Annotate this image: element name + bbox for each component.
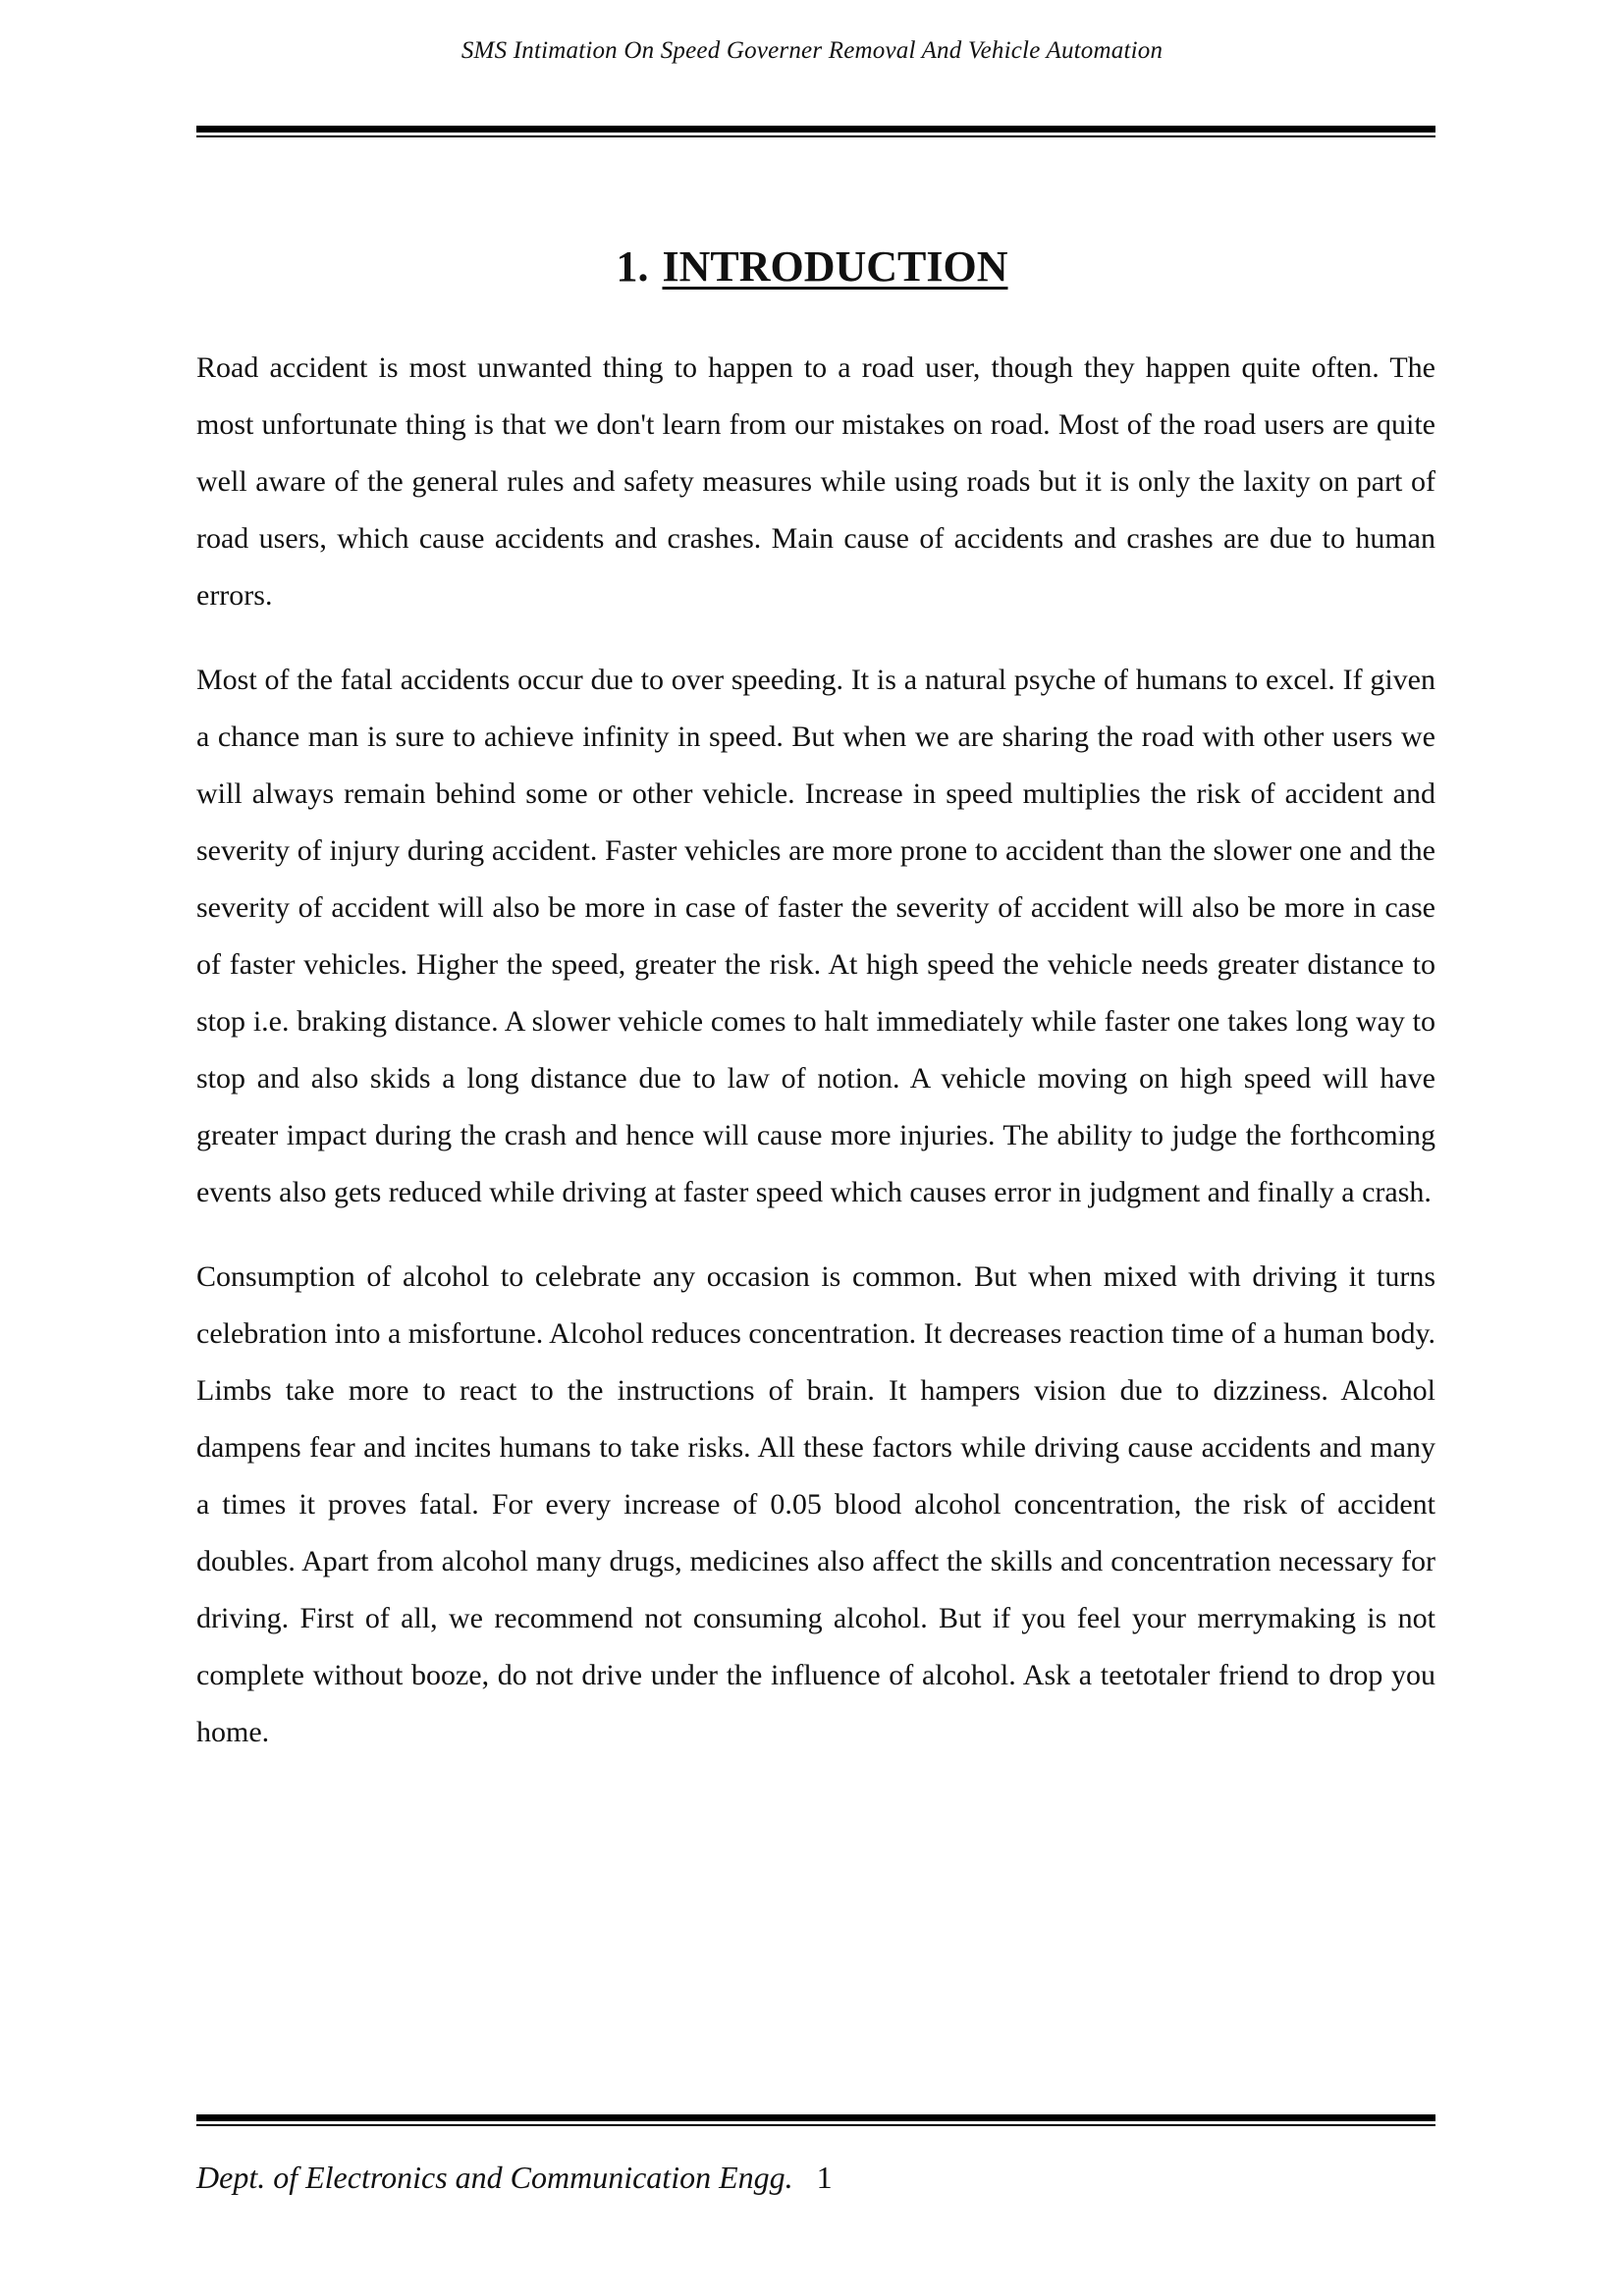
chapter-number: 1. [616,242,649,291]
running-header: SMS Intimation On Speed Governer Removal And Vehicle Automation [460,37,1164,64]
paragraph-road-accidents: Road accident is most unwanted thing to happen to a road user, though they happen quite often. The most unfortunate thing is that we don't learn from our mistakes on road. Most of the road users are quite well aware of the general rules and safety measures while using roads but it is only the laxity on part of road users, which cause accidents and crashes. Main cause of accidents and crashes are due to human errors. [196,351,1435,612]
footer-rule-thick [196,2114,1435,2121]
page-footer [196,2160,833,2196]
header-rule-thick [196,126,1435,133]
footer-rule-thin [196,2124,1435,2126]
footer-department: Dept. of Electronics and Communication Engg. [196,2160,793,2195]
paragraph-over-speeding: Most of the fatal accidents occur due to over speeding. It is a natural psyche of humans to excel. If given a chance man is sure to achieve infinity in speed. But when we are sharing the road with other users we will always remain behind some or other vehicle. Increase in speed multiplies the risk of accident and severity of injury during accident. Faster vehicles are more prone to accident than the slower one and the severity of accident will also be more in case of faster the severity of accident will also be more in case of faster vehicles. Higher the speed, greater the risk. At high speed the vehicle needs greater distance to stop i.e. braking distance. A slower vehicle comes to halt immediately while faster one takes long way to stop and also skids a long distance due to law of notion. A vehicle moving on high speed will have greater impact during the crash and hence will cause more injuries. The ability to judge the forthcoming events also gets reduced while driving at faster speed which causes error in judgment and finally a crash. [196,664,1435,1208]
body-text [196,340,1435,1789]
header-rule [196,126,1435,137]
header-rule-thin [196,135,1435,137]
chapter-title: INTRODUCTION [662,242,1008,291]
paragraph-alcohol: Consumption of alcohol to celebrate any occasion is common. But when mixed with driving it turns celebration into a misfortune. Alcohol reduces concentration. It decreases reaction time of a human body. Limbs take more to react to the instructions of brain. It hampers vision due to dizziness. Alcohol dampens fear and incites humans to take risks. All these factors while driving cause accidents and many a times it proves fatal. For every increase of 0.05 blood alcohol concentration, the risk of accident doubles. Apart from alcohol many drugs, medicines also affect the skills and concentration necessary for driving. First of all, we recommend not consuming alcohol. But if you feel your merrymaking is not complete without booze, do not drive under the influence of alcohol. Ask a teetotaler friend to drop you home. [196,1260,1435,1748]
page-number: 1 [816,2160,833,2195]
footer-rule [196,2114,1435,2126]
chapter-heading [0,241,1624,292]
